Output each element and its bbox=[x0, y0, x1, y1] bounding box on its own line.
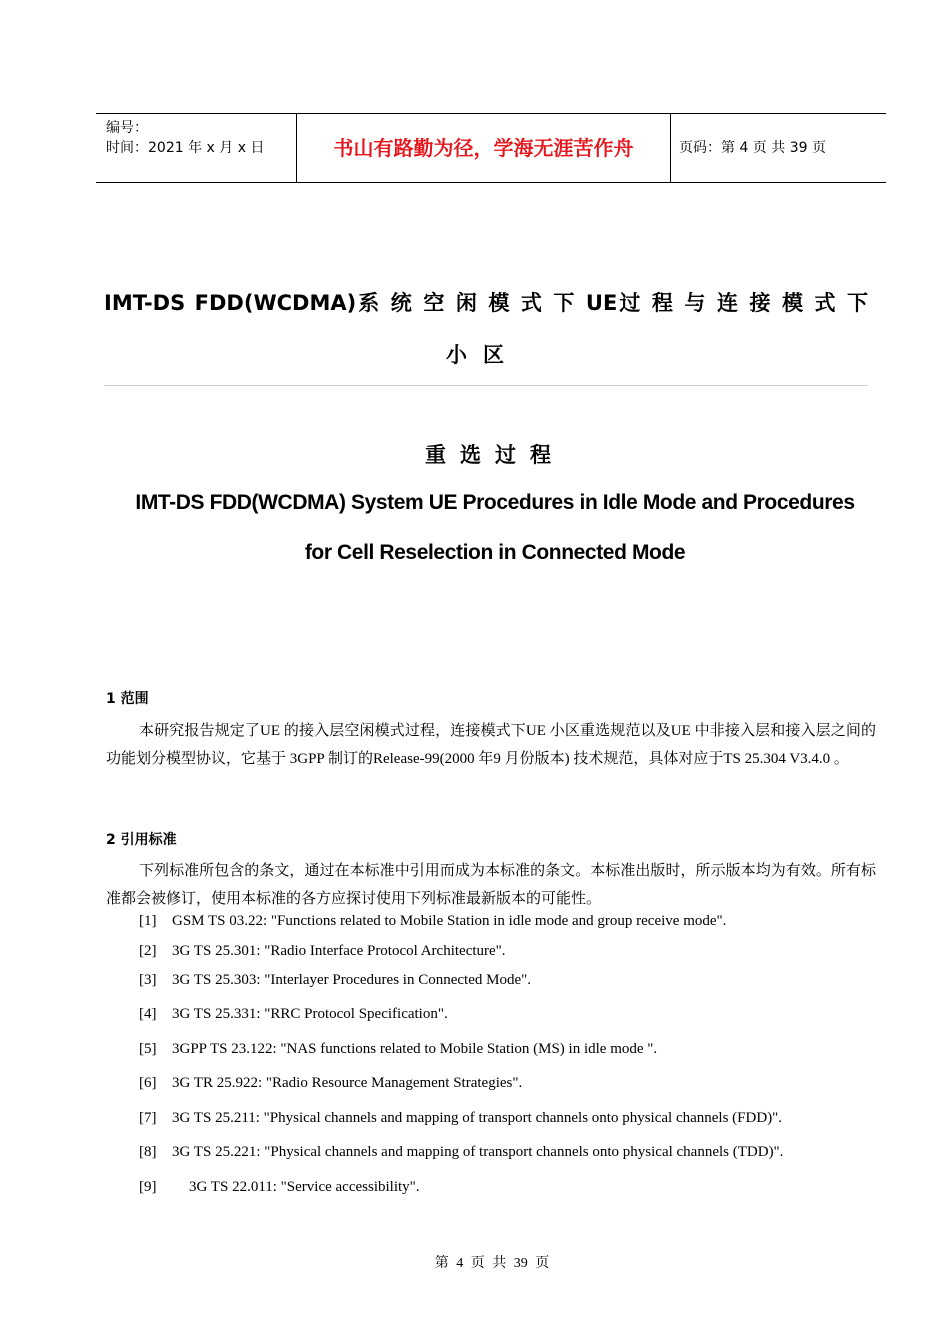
reference-number: [2] bbox=[139, 943, 157, 959]
reference-number: [4] bbox=[139, 1006, 157, 1022]
title-cn-line2: 小区 bbox=[446, 343, 520, 367]
reference-item bbox=[139, 1142, 783, 1162]
header-table bbox=[96, 113, 886, 183]
reference-text: 3G TS 25.303: "Interlayer Procedures in Connected Mode". bbox=[172, 972, 531, 988]
section1-heading: 1 范围 bbox=[106, 691, 149, 707]
reference-text: 3G TS 22.011: "Service accessibility". bbox=[189, 1179, 420, 1195]
reference-number: [7] bbox=[139, 1110, 157, 1126]
reference-text: 3G TS 25.301: "Radio Interface Protocol Architecture". bbox=[172, 943, 506, 959]
header-divider bbox=[670, 114, 671, 182]
section2-heading: 2 引用标准 bbox=[106, 832, 177, 848]
reference-item bbox=[139, 1108, 782, 1128]
reference-text: 3G TR 25.922: "Radio Resource Management Strategies". bbox=[172, 1075, 523, 1091]
header-time-label: 时间：2021 年 x 月 x 日 bbox=[106, 140, 265, 156]
title-cn-line1: IMT-DS FDD(WCDMA)系 统 空 闲 模 式 下 UE过 程 与 连 接 模 式 下 bbox=[104, 291, 868, 315]
reference-text: 3G TS 25.211: "Physical channels and mapping of transport channels onto physical channels (FDD)". bbox=[172, 1110, 783, 1126]
reference-text: 3GPP TS 23.122: "NAS functions related to Mobile Station (MS) in idle mode ". bbox=[172, 1041, 658, 1057]
reference-number: [5] bbox=[139, 1041, 157, 1057]
header-number-label: 编号： bbox=[106, 120, 148, 136]
reference-text: GSM TS 03.22: "Functions related to Mobile Station in idle mode and group receive mode". bbox=[172, 913, 727, 929]
title-en-line1: IMT-DS FDD(WCDMA) System UE Procedures in Idle Mode and Procedures bbox=[135, 491, 855, 514]
reference-item bbox=[139, 911, 726, 931]
title-divider bbox=[104, 385, 868, 386]
reference-number: [8] bbox=[139, 1144, 157, 1160]
reference-item bbox=[139, 970, 531, 990]
page-footer: 第 4 页 共 39 页 bbox=[434, 1256, 550, 1271]
header-page-info: 页码：第 4 页 共 39 页 bbox=[679, 140, 826, 156]
reference-number: [1] bbox=[139, 913, 157, 929]
reference-number: [3] bbox=[139, 972, 157, 988]
reference-item bbox=[139, 1073, 522, 1093]
reference-item bbox=[139, 1004, 448, 1024]
reference-item bbox=[139, 1177, 420, 1197]
reference-text: 3G TS 25.331: "RRC Protocol Specification". bbox=[172, 1006, 448, 1022]
reference-number: [9] bbox=[139, 1179, 157, 1195]
reference-text: 3G TS 25.221: "Physical channels and mapping of transport channels onto physical channels (TDD)". bbox=[172, 1144, 784, 1160]
section1-body: 本研究报告规定了UE 的接入层空闲模式过程，连接模式下UE 小区重选规范以及UE 中非接入层和接入层之间的功能划分模型协议，它基于 3GPP 制订的Release-99(2000 年9 月份版本) 技术规范，具体对应于TS 25.304 V3.4.0 。 bbox=[106, 723, 876, 767]
reference-number: [6] bbox=[139, 1075, 157, 1091]
header-motto: 书山有路勤为径，学海无涯苦作舟 bbox=[333, 136, 634, 160]
header-meta bbox=[106, 118, 264, 158]
title-en-line2: for Cell Reselection in Connected Mode bbox=[304, 541, 686, 564]
section2-body: 下列标准所包含的条文，通过在本标准中引用而成为本标准的条文。本标准出版时，所示版本均为有效。所有标准都会被修订，使用本标准的各方应探讨使用下列标准最新版本的可能性。 bbox=[106, 863, 876, 907]
reference-item bbox=[139, 941, 506, 961]
reference-item bbox=[139, 1039, 657, 1059]
title-cn-line3: 重选过程 bbox=[425, 443, 565, 467]
